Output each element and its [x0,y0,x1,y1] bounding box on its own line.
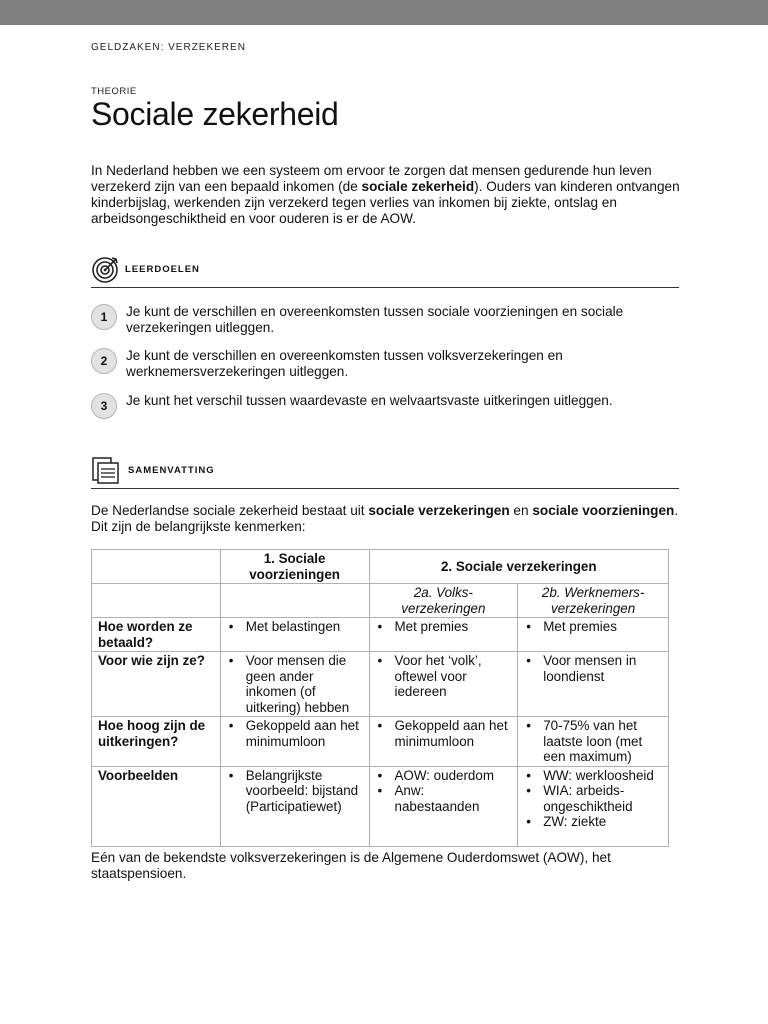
table-cell [220,717,369,767]
cell-bullet: • Met premies [376,619,512,635]
cell-bullet: • WW: werkloosheid [524,768,662,784]
summary-text: De Nederlandse sociale zekerheid bestaat uit [91,503,369,518]
cell-bullet: • WIA: arbeids-ongeschiktheid [524,783,662,814]
cell-bullet: • AOW: ouderdom [376,768,512,784]
empty-cell [92,584,221,618]
page-title: Sociale zekerheid [91,96,339,132]
row-header: Voorbeelden [92,766,221,846]
table-cell [518,717,669,767]
subheader-werknemersverzekeringen: 2b. Werknemers-verzekeringen [518,584,669,618]
cell-bullet: • Gekoppeld aan het minimumloon [227,718,363,749]
goal-number-badge: 1 [91,304,117,330]
closing-paragraph: Eén van de bekendste volksverzekeringen is de Algemene Ouderdomswet (AOW), het staatspensioen. [91,850,611,881]
goal-number-badge: 2 [91,348,117,374]
table-cell [369,766,518,846]
cell-bullet: • Anw: nabestaanden [376,783,512,814]
table-cell [369,717,518,767]
goal-text: Je kunt de verschillen en overeenkomsten tussen sociale voorzieningen en sociale verzekeringen uitleggen. [126,304,624,335]
goal-number-badge: 3 [91,393,117,419]
table-cell [369,618,518,652]
cell-bullet: • Met belastingen [227,619,363,635]
cell-bullet: • Voor mensen die geen ander inkomen (of uitkering) hebben [227,653,363,715]
col-header-voorzieningen: 1. Sociale voorzieningen [220,550,369,584]
top-bar [0,0,768,25]
intro-text-after: ). Ouders van kinderen ontvangen kinderbijslag, werkenden zijn verzekerd tegen verlies van inkomen bij ziekte, ontslag en arbeidsongeschiktheid en voor ouderen is er de AOW. [91,179,680,226]
intro-term: sociale zekerheid [361,179,475,194]
cell-bullet: • Voor mensen in loondienst [524,653,662,684]
row-header: Hoe hoog zijn de uitkeringen? [92,717,221,767]
leerdoelen-label: LEERDOELEN [125,264,200,275]
intro-text-before: In Nederland hebben we een systeem om ervoor te zorgen dat mensen gedurende hun leven verzekerd zijn van een bepaald inkomen (de [91,163,652,194]
samenvatting-header [91,456,679,489]
summary-term: sociale verzekeringen [368,503,510,518]
table-cell [518,766,669,846]
table-row [92,717,669,767]
cell-bullet: • ZW: ziekte [524,814,662,830]
row-header: Hoe worden ze betaald? [92,618,221,652]
intro-paragraph [91,163,681,227]
target-icon [91,255,121,285]
table-cell [518,652,669,717]
documents-icon [91,456,121,486]
table-cell [220,652,369,717]
kenmerken-table [91,549,669,847]
table-cell [518,618,669,652]
table-cell [220,766,369,846]
summary-term: sociale voorzieningen [532,503,675,518]
running-head: GELDZAKEN: VERZEKEREN [91,42,246,53]
col-header-verzekeringen: 2. Sociale verzekeringen [369,550,669,584]
table-row [92,766,669,846]
leerdoelen-header [91,255,679,288]
summary-text: en [509,503,533,518]
goal-text: Je kunt het verschil tussen waardevaste en welvaartsvaste uitkeringen uitleggen. [126,393,613,408]
table-header-row [92,550,669,584]
summary-text: . Dit zijn de belangrijkste kenmerken: [91,503,679,534]
table-row [92,652,669,717]
summary-paragraph [91,503,681,535]
cell-bullet: • 70-75% van het laatste loon (met een maximum) [524,718,662,765]
empty-cell [220,584,369,618]
subheader-volksverzekeringen: 2a. Volks-verzekeringen [369,584,518,618]
cell-bullet: • Met premies [524,619,662,635]
section-kicker: THEORIE [91,86,137,97]
table-subheader-row [92,584,669,618]
goal-text: Je kunt de verschillen en overeenkomsten tussen volksverzekeringen en werknemersverzekeringen uitleggen. [126,348,563,379]
samenvatting-label: SAMENVATTING [128,465,215,476]
cell-bullet: • Gekoppeld aan het minimumloon [376,718,512,749]
empty-header-cell [92,550,221,584]
table-cell [369,652,518,717]
cell-bullet: • Belangrijkste voorbeeld: bijstand (Participatiewet) [227,768,363,815]
row-header: Voor wie zijn ze? [92,652,221,717]
table-cell [220,618,369,652]
table-row [92,618,669,652]
cell-bullet: • Voor het ‘volk’, oftewel voor iedereen [376,653,512,700]
